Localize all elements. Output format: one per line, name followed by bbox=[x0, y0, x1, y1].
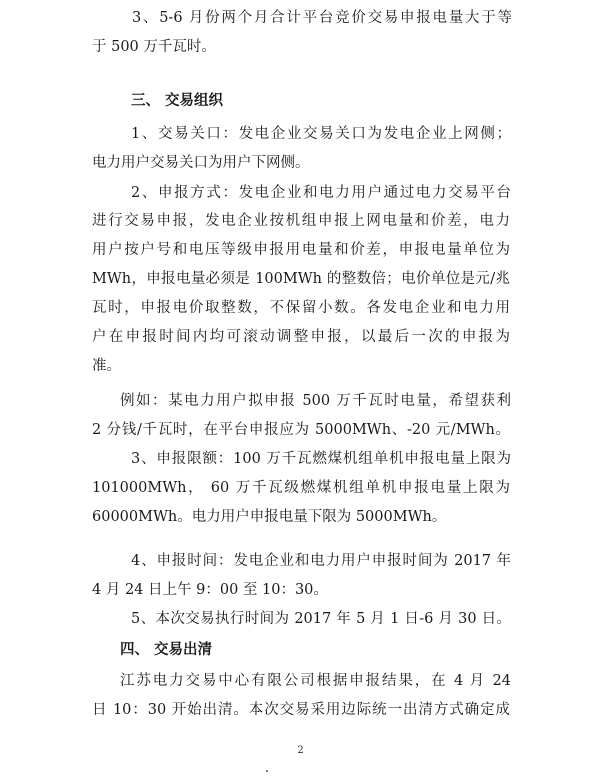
text-line: 60000MWh。电力用户申报电量下限为 5000MWh。 bbox=[92, 509, 447, 525]
text-line: 5、本次交易执行时间为 2017 年 5 月 1 日-6 月 30 日。 bbox=[131, 611, 511, 627]
text-line: 4、申报时间：发电企业和电力用户申报时间为 2017 年 bbox=[131, 553, 511, 569]
section-heading: 三、 交易组织 bbox=[131, 93, 224, 109]
text-line: 瓦时，申报电价取整数，不保留小数。各发电企业和电力用 bbox=[92, 300, 510, 316]
text-line: 3、申报限额：100 万千瓦燃煤机组单机申报电量上限为 bbox=[131, 451, 511, 467]
text-line: 用户按户号和电压等级申报用电量和价差，申报电量单位为 bbox=[92, 242, 510, 258]
text-line: 于 500 万千瓦时。 bbox=[92, 39, 216, 55]
text-line: 4 月 24 日上午 9：00 至 10：30。 bbox=[92, 582, 328, 598]
text-line: 1、交易关口：发电企业交易关口为发电企业上网侧； bbox=[131, 126, 511, 142]
text-line: 准。 bbox=[92, 358, 121, 374]
scan-speck bbox=[266, 770, 268, 772]
section-heading: 四、 交易出清 bbox=[120, 642, 213, 658]
text-line: 江苏电力交易中心有限公司根据申报结果，在 4 月 24 bbox=[120, 673, 511, 689]
text-line: 日 10：30 开始出清。本次交易采用边际统一出清方式确定成 bbox=[92, 702, 510, 718]
text-line: 户在申报时间内均可滚动调整申报，以最后一次的申报为 bbox=[92, 329, 510, 345]
text-line: 电力用户交易关口为用户下网侧。 bbox=[92, 155, 310, 171]
text-line: 例如：某电力用户拟申报 500 万千瓦时电量，希望获利 bbox=[120, 393, 511, 409]
text-line: 进行交易申报，发电企业按机组申报上网电量和价差，电力 bbox=[92, 213, 510, 229]
page-number: 2 bbox=[297, 745, 304, 756]
text-line: 2 分钱/千瓦时，在平台申报应为 5000MWh、-20 元/MWh。 bbox=[92, 422, 510, 438]
text-line: 101000MWh， 60 万千瓦级燃煤机组单机申报电量上限为 bbox=[92, 480, 510, 496]
text-line: MWh，申报电量必须是 100MWh 的整数倍；电价单位是元/兆 bbox=[92, 271, 510, 287]
text-line: 2、申报方式：发电企业和电力用户通过电力交易平台 bbox=[131, 185, 511, 201]
text-line: 3、5-6 月份两个月合计平台竞价交易申报电量大于等 bbox=[132, 10, 512, 26]
